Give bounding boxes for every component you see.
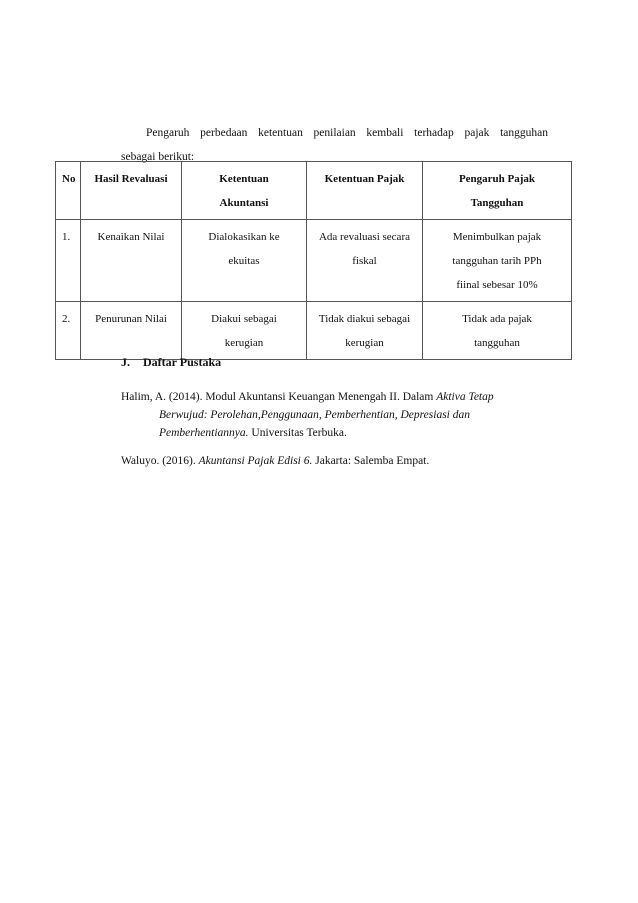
reference-title: Akuntansi Pajak Edisi 6. [198,455,313,467]
revaluation-table [55,161,572,360]
cell-hasil: Penurunan Nilai [81,302,182,360]
reference-title: Aktiva Tetap [436,391,494,403]
cell-pajak: Ada revaluasi secara fiskal [307,220,423,302]
cell-pajak: Tidak diakui sebagai kerugian [307,302,423,360]
header-hasil-revaluasi: Hasil Revaluasi [81,162,182,220]
section-title-text: Daftar Pustaka [143,355,222,369]
intro-line-2: sebagai berikut: [121,151,195,163]
table-row [56,302,572,360]
reference-title-end: Pemberhentiannya. [159,427,249,439]
reference-entry [121,388,551,442]
header-pengaruh-pajak: Pengaruh Pajak Tangguhan [423,162,572,220]
reference-publisher: Jakarta: Salemba Empat. [312,455,430,467]
reference-title-cont: Berwujud: Perolehan,Penggunaan, Pemberhentian, Depresiasi dan [159,409,470,421]
header-ketentuan-akuntansi: Ketentuan Akuntansi [182,162,307,220]
reference-text: Halim, A. (2014). Modul Akuntansi Keuangan Menengah II. Dalam [121,391,437,403]
header-no: No [56,162,81,220]
reference-publisher: Universitas Terbuka. [248,427,347,439]
cell-pengaruh: Tidak ada pajak tangguhan [423,302,572,360]
table-header-row [56,162,572,220]
reference-text: Waluyo. (2016). [121,455,199,467]
cell-no: 2. [56,302,81,360]
cell-akuntansi: Diakui sebagai kerugian [182,302,307,360]
cell-akuntansi: Dialokasikan ke ekuitas [182,220,307,302]
table-row [56,220,572,302]
cell-pengaruh: Menimbulkan pajak tangguhan tarih PPh fiinal sebesar 10% [423,220,572,302]
cell-hasil: Kenaikan Nilai [81,220,182,302]
header-ketentuan-pajak: Ketentuan Pajak [307,162,423,220]
reference-continuation [121,406,551,442]
intro-line-1: Pengaruh perbedaan ketentuan penilaian kembali terhadap pajak tangguhan [146,127,548,139]
reference-entry [121,452,551,470]
section-heading [121,355,221,370]
cell-no: 1. [56,220,81,302]
section-letter: J. [121,355,130,369]
